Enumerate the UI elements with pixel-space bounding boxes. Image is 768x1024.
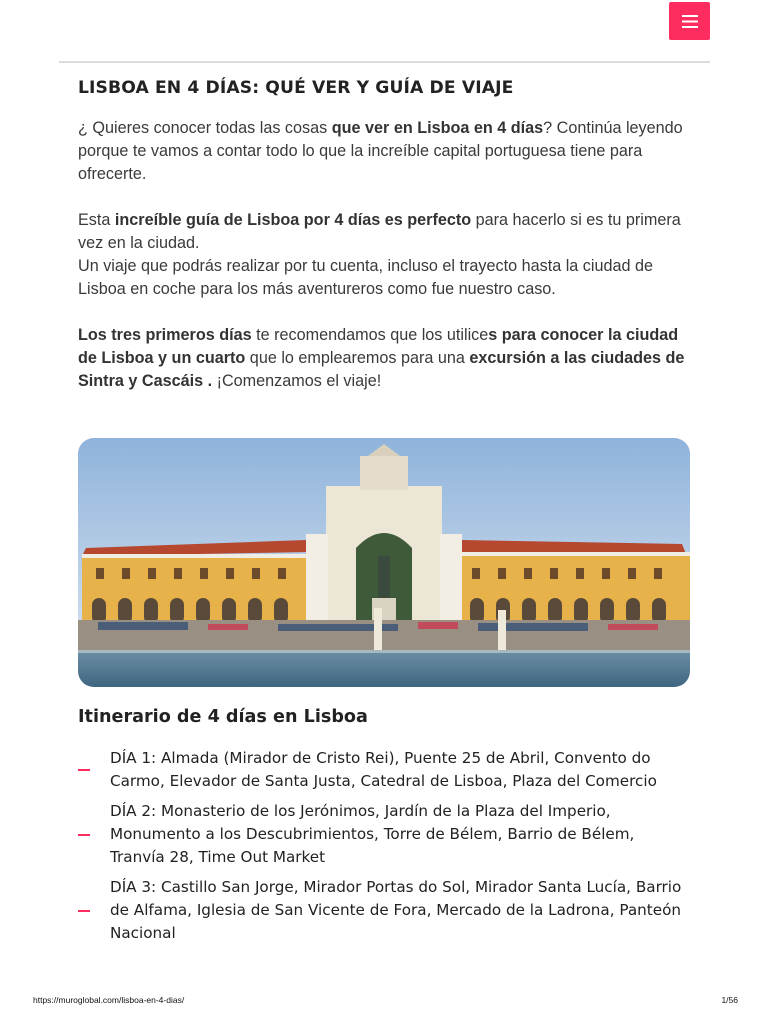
dash-bullet-icon xyxy=(78,910,90,912)
hero-image xyxy=(78,438,690,687)
menu-button[interactable] xyxy=(669,2,710,40)
itinerary-heading: Itinerario de 4 días en Lisboa xyxy=(78,707,368,727)
itinerary-list xyxy=(78,747,692,952)
footer-url: https://muroglobal.com/lisboa-en-4-dias/ xyxy=(33,995,185,1005)
list-item xyxy=(78,800,692,869)
itinerary-day-2: DÍA 2: Monasterio de los Jerónimos, Jardín de la Plaza del Imperio, Monumento a los Descubrimientos, Torre de Bélem, Barrio de Bélem, Tranvía 28, Time Out Market xyxy=(110,802,635,866)
article-body xyxy=(78,76,692,416)
guide-line: Esta increíble guía de Lisboa por 4 días es perfecto para hacerlo si es tu primera vez en la ciudad. xyxy=(78,211,681,252)
page-title: LISBOA EN 4 DÍAS: QUÉ VER Y GUÍA DE VIAJE xyxy=(78,78,514,98)
plaza-del-comercio-photo xyxy=(78,438,690,687)
trip-line: Un viaje que podrás realizar por tu cuenta, incluso el trayecto hasta la ciudad de Lisboa en coche para los más aventureros como fue nuestro caso. xyxy=(78,257,653,298)
dash-bullet-icon xyxy=(78,769,90,771)
hamburger-menu-icon xyxy=(682,15,698,28)
guide-paragraph xyxy=(78,209,692,301)
itinerary-day-1: DÍA 1: Almada (Mirador de Cristo Rei), Puente 25 de Abril, Convento do Carmo, Elevador de Santa Justa, Catedral de Lisboa, Plaza del Comercio xyxy=(110,749,657,790)
page-counter: 1/56 xyxy=(721,995,738,1005)
itinerary-day-3: DÍA 3: Castillo San Jorge, Mirador Portas do Sol, Mirador Santa Lucía, Barrio de Alfama, Iglesia de San Vicente de Fora, Mercado de la Ladrona, Panteón Nacional xyxy=(110,878,682,942)
dash-bullet-icon xyxy=(78,834,90,836)
header-divider xyxy=(59,61,710,63)
intro-paragraph: ¿ Quieres conocer todas las cosas que ver en Lisboa en 4 días? Continúa leyendo porque te vamos a contar todo lo que la increíble capital portuguesa tiene para ofrecerte. xyxy=(78,119,683,183)
plan-paragraph: Los tres primeros días te recomendamos que los utilices para conocer la ciudad de Lisboa y un cuarto que lo emplearemos para una excursión a las ciudades de Sintra y Cascáis . ¡Comenzamos el viaje! xyxy=(78,326,685,390)
list-item xyxy=(78,747,692,793)
list-item xyxy=(78,876,692,945)
